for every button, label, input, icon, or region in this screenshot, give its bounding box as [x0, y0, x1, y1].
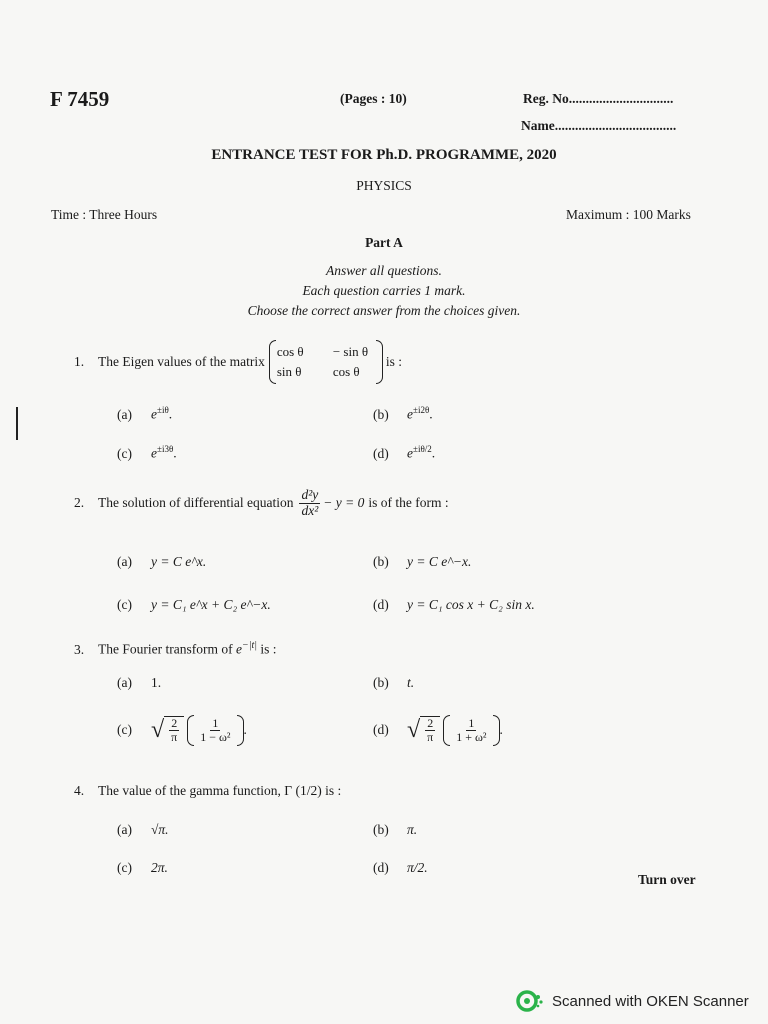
- option-text: π/2.: [407, 860, 428, 875]
- option-text: y = C₁ e^x + C₂ e^−x.: [151, 597, 271, 612]
- option-exponent: ±i3θ: [157, 444, 174, 454]
- exponent: −|t|: [241, 640, 257, 651]
- fraction-denominator: π: [427, 730, 434, 745]
- option-1a: [117, 405, 172, 423]
- fraction-numerator: 2: [427, 716, 434, 730]
- question-suffix: is :: [260, 641, 277, 657]
- question-suffix: is of the form :: [368, 495, 449, 511]
- option-3d: [373, 716, 503, 744]
- option-label: (c): [117, 722, 132, 738]
- derivative-fraction: [299, 488, 320, 519]
- option-1d: [373, 444, 435, 462]
- sqrt-icon: √: [407, 717, 421, 744]
- question-suffix: is :: [385, 354, 402, 369]
- option-text: 2π.: [151, 860, 168, 875]
- question-number: 3.: [74, 641, 85, 657]
- option-tail: .: [243, 722, 247, 738]
- fraction-denominator: π: [171, 730, 178, 745]
- option-text: 1.: [151, 675, 162, 690]
- question-number: 1.: [74, 354, 85, 369]
- option-exponent: ±iθ/2: [413, 444, 432, 454]
- option-label: (d): [373, 597, 389, 612]
- scanner-watermark: [516, 990, 749, 1012]
- option-text: π.: [407, 822, 418, 837]
- option-label: (a): [117, 554, 132, 569]
- option-tail: .: [499, 722, 503, 738]
- option-2d: [373, 597, 535, 613]
- fraction-numerator: d²y: [301, 487, 319, 502]
- option-base: e: [407, 406, 413, 422]
- scanner-text: Scanned with OKEN Scanner: [552, 992, 749, 1010]
- option-exponent: ±i2θ: [413, 405, 430, 415]
- option-label: (d): [373, 445, 389, 461]
- option-base: e: [151, 406, 157, 422]
- option-base: e: [151, 445, 157, 461]
- instruction-1: Answer all questions.: [326, 263, 442, 278]
- name-field: Name....................................: [521, 118, 677, 133]
- option-text: t.: [407, 675, 415, 690]
- sqrt-expression: [407, 716, 440, 744]
- question-text: The Fourier transform of: [98, 641, 233, 657]
- margin-mark: [16, 407, 18, 440]
- option-2a: [117, 554, 206, 570]
- question-3: [74, 640, 277, 658]
- turn-over-note: Turn over: [638, 872, 696, 887]
- page-count: (Pages : 10): [340, 91, 407, 106]
- option-label: (c): [117, 860, 132, 875]
- option-4b: [373, 822, 417, 838]
- maximum-marks: Maximum : 100 Marks: [566, 207, 691, 222]
- question-number: 2.: [74, 495, 85, 511]
- fraction-numerator: 2: [171, 716, 178, 730]
- parenthesized-fraction: [187, 717, 243, 744]
- matrix-cell: − sin θ: [332, 344, 369, 359]
- equation-mid: − y = 0: [323, 495, 365, 511]
- option-tail: .: [429, 406, 433, 422]
- option-text: √π.: [151, 822, 169, 837]
- option-3b: [373, 675, 414, 691]
- matrix-cell: sin θ: [276, 364, 302, 379]
- fraction-denominator: 1 + ω²: [456, 729, 487, 744]
- fraction-numerator: 1: [468, 715, 475, 730]
- paper-code: F 7459: [50, 87, 110, 111]
- option-1b: [373, 405, 433, 423]
- question-text: The Eigen values of the matrix: [98, 354, 265, 369]
- option-4a: [117, 822, 169, 838]
- option-3c: [117, 716, 247, 744]
- time-allowed: Time : Three Hours: [51, 207, 158, 222]
- question-1: [74, 340, 402, 384]
- question-4: [74, 783, 341, 799]
- fraction-denominator: dx²: [301, 502, 319, 518]
- option-label: (a): [117, 675, 132, 690]
- fraction-numerator: 1: [212, 715, 219, 730]
- reg-no-field: Reg. No...............................: [523, 91, 674, 106]
- question-2: [74, 488, 449, 519]
- option-label: (a): [117, 406, 132, 422]
- option-tail: .: [431, 445, 436, 461]
- question-text: The solution of differential equation: [98, 495, 294, 511]
- exam-title: ENTRANCE TEST FOR Ph.D. PROGRAMME, 2020: [211, 147, 557, 163]
- option-4c: [117, 860, 168, 876]
- exponential-base: e: [235, 641, 242, 657]
- option-2b: [373, 554, 471, 570]
- option-label: (c): [117, 445, 132, 461]
- sqrt-icon: √: [151, 717, 165, 744]
- option-tail: .: [168, 406, 173, 422]
- sqrt-expression: [151, 716, 184, 744]
- oken-logo-icon: [516, 990, 544, 1012]
- option-text: y = C₁ cos x + C₂ sin x.: [407, 597, 535, 612]
- option-label: (b): [373, 822, 389, 837]
- option-tail: .: [173, 445, 177, 461]
- option-label: (b): [373, 554, 389, 569]
- option-label: (b): [373, 406, 389, 422]
- option-base: e: [407, 445, 413, 461]
- question-text: The value of the gamma function, Γ (1/2) is :: [98, 783, 342, 798]
- instruction-3: Choose the correct answer from the choices given.: [247, 303, 521, 318]
- option-exponent: ±iθ: [157, 405, 169, 415]
- matrix: [269, 340, 383, 384]
- part-title: Part A: [365, 235, 403, 250]
- option-4d: [373, 860, 428, 876]
- option-2c: [117, 597, 271, 613]
- option-3a: [117, 675, 161, 691]
- option-label: (d): [373, 722, 389, 738]
- matrix-cell: cos θ: [276, 344, 304, 359]
- question-number: 4.: [74, 783, 85, 798]
- option-label: (b): [373, 675, 389, 690]
- parenthesized-fraction: [443, 717, 499, 744]
- option-1c: [117, 444, 177, 462]
- option-text: y = C e^−x.: [407, 554, 472, 569]
- option-label: (d): [373, 860, 389, 875]
- subject-title: PHYSICS: [356, 178, 412, 193]
- matrix-cell: cos θ: [332, 364, 360, 379]
- option-label: (a): [117, 822, 132, 837]
- option-text: y = C e^x.: [151, 554, 207, 569]
- option-label: (c): [117, 597, 132, 612]
- instruction-2: Each question carries 1 mark.: [302, 283, 466, 298]
- fraction-denominator: 1 − ω²: [200, 729, 231, 744]
